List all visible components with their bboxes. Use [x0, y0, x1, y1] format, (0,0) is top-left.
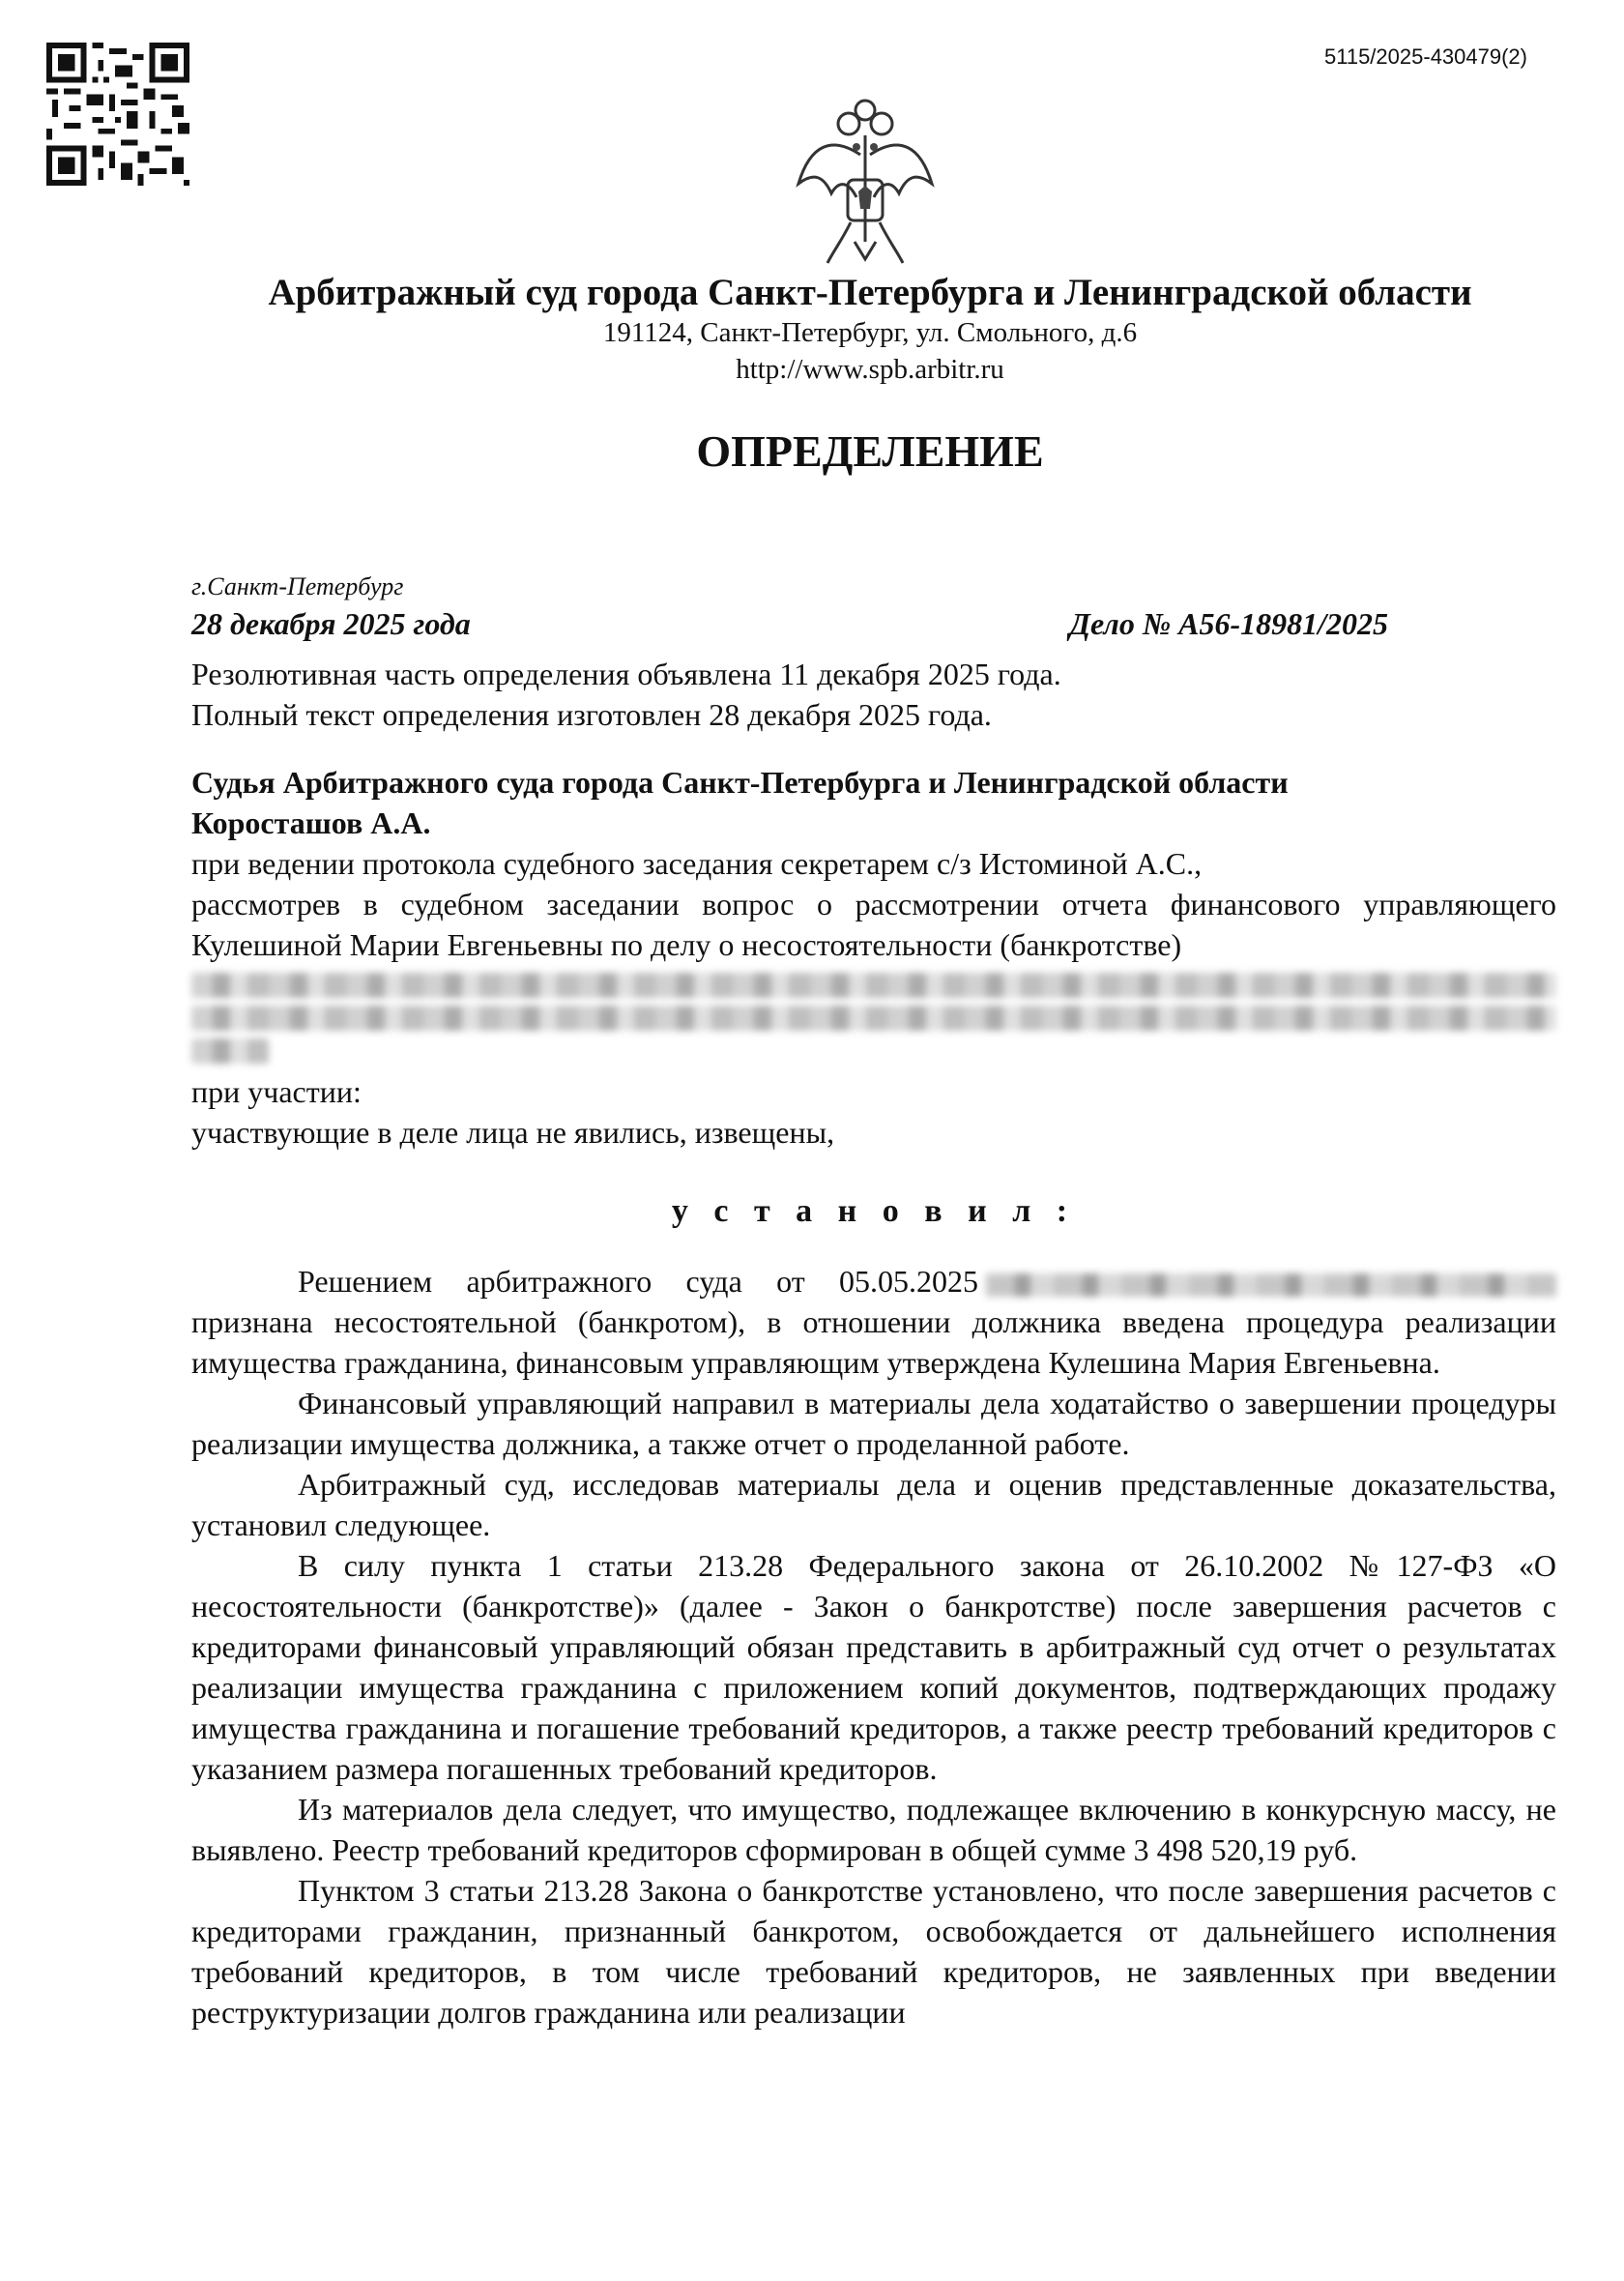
city: г.Санкт-Петербург	[191, 572, 404, 600]
judge-line: Судья Арбитражного суда города Санкт-Петербурга и Ленинградской области	[191, 765, 1289, 800]
court-address: 191124, Санкт-Петербург, ул. Смольного, д.6	[602, 317, 1138, 348]
document-title: ОПРЕДЕЛЕНИЕ	[696, 426, 1044, 476]
document-body	[191, 570, 1556, 2032]
paragraph: Арбитражный суд, исследовав материалы дела и оценив представленные доказательства, установил следующее.	[191, 1467, 1556, 1542]
case-number: Дело № А56-18981/2025	[1069, 606, 1388, 641]
redacted-name	[986, 1273, 1556, 1297]
participation-text: участвующие в деле лица не явились, извещены,	[191, 1115, 835, 1150]
date-case-line	[191, 603, 1388, 644]
paragraph-rest: признана несостоятельной (банкротом), в отношении должника введена процедура реализации имущества гражданина, финансовым управляющим утверждена Кулешина Мария Евгеньевна.	[191, 1304, 1556, 1380]
document-id: 5115/2025-430479(2)	[1324, 44, 1527, 69]
russian-coat-of-arms-icon	[793, 97, 938, 269]
redacted-text	[191, 1006, 1556, 1031]
redacted-text	[191, 1038, 269, 1064]
section-heading: у с т а н о в и л :	[671, 1193, 1077, 1229]
document-date: 28 декабря 2025 года	[191, 606, 471, 641]
qr-code	[46, 43, 189, 186]
paragraph: В силу пункта 1 статьи 213.28 Федерального закона от 26.10.2002 №127-ФЗ «О несостоятельности (банкротстве)» (далее - Закон о банкротстве) после завершения расчетов с кредиторами финансовый управляющий обязан представить в арбитражный суд отчет о результатах реализации имущества гражданина с приложением копий документов, подтверждающих продажу имущества гражданина и погашение требований кредиторов, а также реестр требований кредиторов с указанием размера погашенных требований кредиторов.	[191, 1548, 1556, 1786]
judge-name: Коросташов А.А.	[191, 805, 431, 840]
secretary-line: при ведении протокола судебного заседания секретарем с/з Истоминой А.С.,	[191, 846, 1203, 881]
paragraph: Пунктом 3 статьи 213.28 Закона о банкротстве установлено, что после завершения расчетов с кредиторами гражданин, признанный банкротом, освобождается от дальнейшего исполнения требований кредиторов, в том числе требований кредиторов, не заявленных при введении реструктуризации долгов гражданина или реализации	[191, 1873, 1556, 2030]
resolution-announced: Резолютивная часть определения объявлена 11 декабря 2025 года.	[191, 657, 1061, 691]
paragraph: Из материалов дела следует, что имущество, подлежащее включению в конкурсную массу, не выявлено. Реестр требований кредиторов сформирован в общей сумме 3 498 520,19 руб.	[191, 1792, 1556, 1867]
redacted-text	[191, 973, 1556, 998]
court-website: http://www.spb.arbitr.ru	[736, 354, 1004, 385]
court-name: Арбитражный суд города Санкт-Петербурга и Ленинградской области	[268, 272, 1472, 313]
paragraph: Финансовый управляющий направил в материалы дела ходатайство о завершении процедуры реализации имущества должника, а также отчет о проделанной работе.	[191, 1386, 1556, 1461]
paragraph-start: Решением арбитражного суда от 05.05.2025	[298, 1264, 978, 1299]
participation-label: при участии:	[191, 1074, 362, 1109]
full-text-made: Полный текст определения изготовлен 28 декабря 2025 года.	[191, 697, 992, 732]
paragraph	[191, 1261, 1556, 1383]
considering-line: рассмотрев в судебном заседании вопрос о рассмотрении отчета финансового управляющего Кулешиной Марии Евгеньевны по делу о несостоятельности (банкротстве)	[191, 887, 1556, 962]
